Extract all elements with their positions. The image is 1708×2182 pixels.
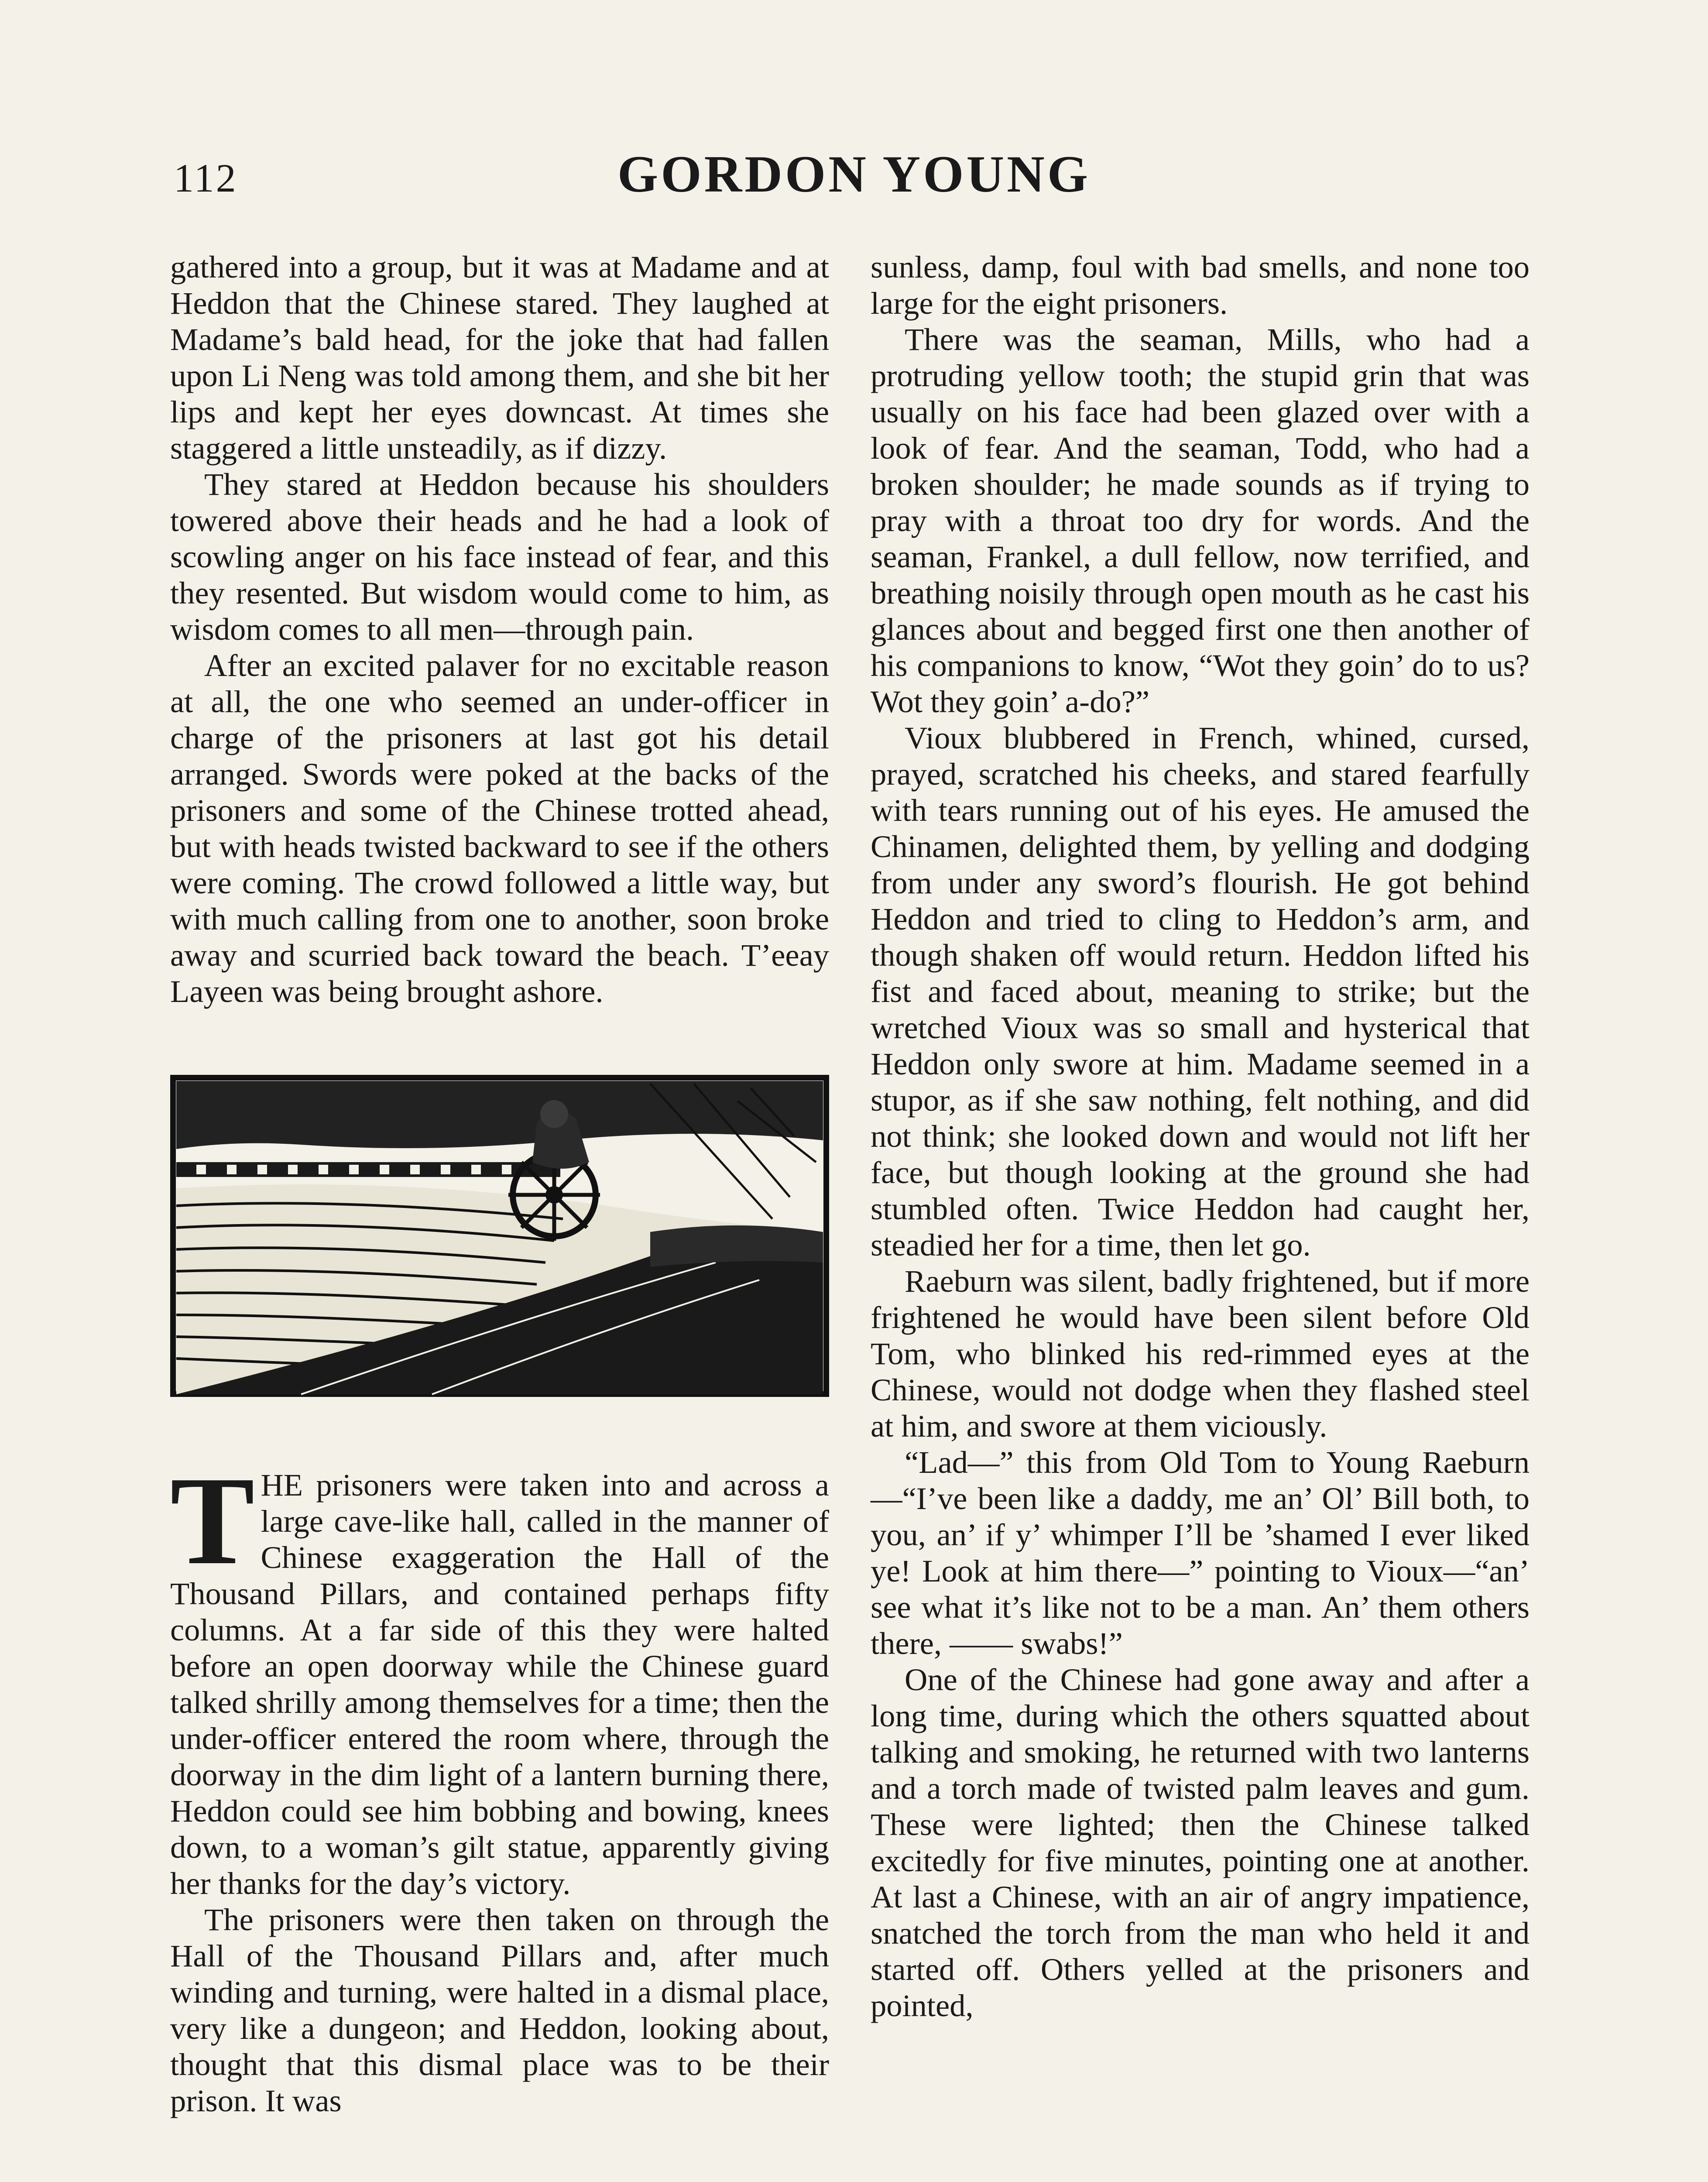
ship-deck-illustration xyxy=(170,1075,829,1397)
paragraph: There was the seaman, Mills, who had a protruding yellow tooth; the stupid grin that was usually on his face had been glazed over with a look of fear. And the seaman, Todd, who had a broken shoulder; he made sounds as if trying to pray with a throat too dry for words. And the seaman, Frankel, a dull fellow, now terrified, and breathing noisily through open mouth as he cast his glances about and begged first one then another of his companions to know, “Wot they goin’ do to us? Wot they goin’ a-do?” xyxy=(871,322,1530,719)
column-left xyxy=(170,249,829,2119)
running-head-author: GORDON YOUNG xyxy=(617,145,1091,203)
paragraph: One of the Chinese had gone away and after a long time, during which the others squatted about talking and smoking, he returned with two lanterns and a torch made of twisted palm leaves and gum. These were lighted; then the Chinese talked excitedly for five minutes, pointing one at another. At last a Chinese, with an air of angry impatience, snatched the torch from the man who held it and started off. Others yelled at the prisoners and pointed, xyxy=(871,1662,1530,2023)
column-right xyxy=(871,249,1530,2024)
paragraph: gathered into a group, but it was at Madame and at Heddon that the Chinese stared. They laughed at Madame’s bald head, for the joke that had fallen upon Li Neng was told among them, and she bit her lips and kept her eyes downcast. At times she staggered a little unsteadily, as if dizzy. xyxy=(170,249,829,466)
paragraph: “Lad—” this from Old Tom to Young Raeburn—“I’ve been like a daddy, me an’ Ol’ Bill both, to you, an’ if y’ whimper I’ll be ’shamed I ever liked ye! Look at him there—” pointing to Vioux—“an’ see what it’s like not to be a man. An’ them others there, —— swabs!” xyxy=(871,1444,1530,1661)
paragraph: They stared at Heddon because his shoulders towered above their heads and he had a look of scowling anger on his face instead of fear, and this they resented. But wisdom would come to him, as wisdom comes to all men—through pain. xyxy=(170,467,829,647)
paragraph: Vioux blubbered in French, whined, cursed, prayed, scratched his cheeks, and stared fearfully with tears running out of his eyes. He amused the Chinamen, delighted them, by yelling and dodging from under any sword’s flourish. He got behind Heddon and tried to cling to Heddon’s arm, and though shaken off would return. Heddon lifted his fist and faced about, meaning to strike; but the wretched Vioux was so small and hysterical that Heddon only swore at him. Madame seemed in a stupor, as if she saw nothing, felt nothing, and did not think; she looked down and would not lift her face, but though looking at the ground she had stumbled often. Twice Heddon had caught her, steadied her for a time, then let go. xyxy=(871,720,1530,1263)
paragraph-text: HE prisoners were taken into and across a large cave-like hall, called in the manner of Chinese exaggeration the Hall of the Thousand Pillars, and contained perhaps fifty columns. At a far side of this they were halted before an open doorway while the Chinese guard talked shrilly among themselves for a time; then the under-officer entered the room where, through the doorway in the dim light of a lantern burning there, Heddon could see him bobbing and bowing, knees down, to a woman’s gilt statue, apparently giving her thanks for the day’s victory. xyxy=(170,1467,829,1901)
paragraph: sunless, damp, foul with bad smells, and none too large for the eight prisoners. xyxy=(871,249,1530,321)
paragraph: Raeburn was silent, badly frightened, but if more frightened he would have been silent before Old Tom, who blinked his red-rimmed eyes at the Chinese, would not dodge when they flashed steel at him, and swore at them viciously. xyxy=(871,1263,1530,1444)
paragraph-drop-cap xyxy=(170,1451,829,1901)
paragraph: After an excited palaver for no excitable reason at all, the one who seemed an under-officer in charge of the prisoners at last got his detail arranged. Swords were poked at the backs of the prisoners and some of the Chinese trotted ahead, but with heads twisted backward to see if the others were coming. The crowd followed a little way, but with much calling from one to another, soon broke away and scurried back toward the beach. T’eeay Layeen was being brought ashore. xyxy=(170,648,829,1009)
drop-cap-letter: T xyxy=(170,1451,255,1591)
page-number: 112 xyxy=(174,156,238,200)
paragraph: The prisoners were then taken on through the Hall of the Thousand Pillars and, after much winding and turning, were halted in a dismal place, very like a dungeon; and Heddon, looking about, thought that this dismal place was to be their prison. It was xyxy=(170,1902,829,2118)
